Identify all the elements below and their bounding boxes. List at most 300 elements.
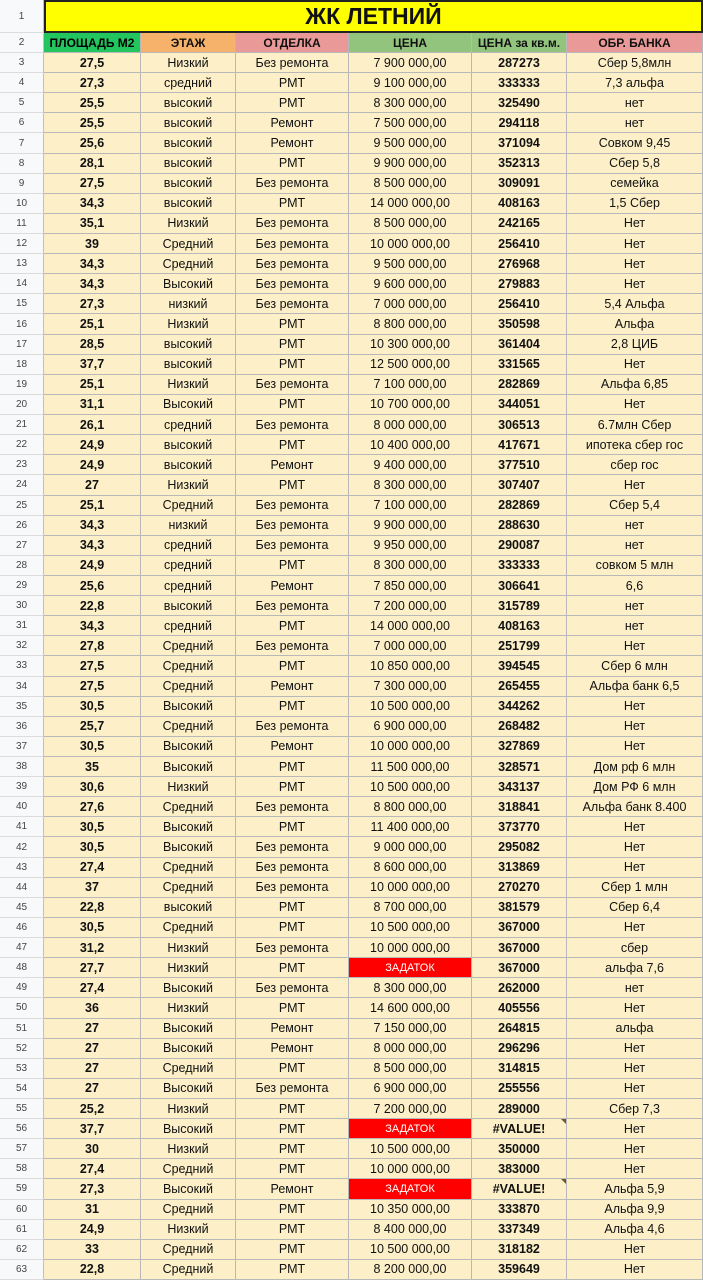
cell-price-per-m2[interactable]: 367000 bbox=[472, 958, 567, 978]
cell-price[interactable]: 14 000 000,00 bbox=[349, 616, 472, 636]
cell-price-per-m2[interactable]: 279883 bbox=[472, 274, 567, 294]
cell-floor[interactable]: Средний bbox=[141, 797, 236, 817]
cell-finish[interactable]: Ремонт bbox=[236, 737, 349, 757]
cell-price[interactable]: 11 400 000,00 bbox=[349, 817, 472, 837]
cell-bank[interactable]: Нет bbox=[567, 1159, 703, 1179]
cell-floor[interactable]: средний bbox=[141, 616, 236, 636]
cell-finish[interactable]: Без ремонта bbox=[236, 978, 349, 998]
cell-price[interactable]: 8 300 000,00 bbox=[349, 93, 472, 113]
cell-price-per-m2[interactable]: 318841 bbox=[472, 797, 567, 817]
cell-area[interactable]: 35,1 bbox=[44, 214, 141, 234]
cell-bank[interactable]: Дом РФ 6 млн bbox=[567, 777, 703, 797]
cell-area[interactable]: 22,8 bbox=[44, 898, 141, 918]
cell-price-per-m2[interactable]: 352313 bbox=[472, 154, 567, 174]
cell-floor[interactable]: Средний bbox=[141, 717, 236, 737]
cell-price-per-m2[interactable]: 318182 bbox=[472, 1240, 567, 1260]
cell-finish[interactable]: РМТ bbox=[236, 435, 349, 455]
cell-bank[interactable]: Нет bbox=[567, 274, 703, 294]
cell-bank[interactable]: Альфа 9,9 bbox=[567, 1200, 703, 1220]
cell-floor[interactable]: низкий bbox=[141, 294, 236, 314]
cell-finish[interactable]: Ремонт bbox=[236, 1019, 349, 1039]
cell-price-per-m2[interactable]: 383000 bbox=[472, 1159, 567, 1179]
row-number[interactable]: 4 bbox=[0, 73, 44, 93]
cell-price[interactable]: 7 200 000,00 bbox=[349, 1099, 472, 1119]
cell-bank[interactable]: нет bbox=[567, 516, 703, 536]
cell-floor[interactable]: Высокий bbox=[141, 1179, 236, 1199]
cell-floor[interactable]: Высокий bbox=[141, 837, 236, 857]
row-number[interactable]: 58 bbox=[0, 1159, 44, 1179]
cell-floor[interactable]: высокий bbox=[141, 113, 236, 133]
cell-finish[interactable]: РМТ bbox=[236, 817, 349, 837]
cell-floor[interactable]: высокий bbox=[141, 455, 236, 475]
cell-price[interactable]: 8 300 000,00 bbox=[349, 475, 472, 495]
cell-price[interactable]: 10 500 000,00 bbox=[349, 1139, 472, 1159]
cell-price-per-m2[interactable]: 288630 bbox=[472, 516, 567, 536]
cell-price[interactable]: 8 700 000,00 bbox=[349, 898, 472, 918]
cell-floor[interactable]: Высокий bbox=[141, 1119, 236, 1139]
cell-price[interactable]: 10 000 000,00 bbox=[349, 737, 472, 757]
cell-bank[interactable]: Нет bbox=[567, 1240, 703, 1260]
cell-area[interactable]: 25,1 bbox=[44, 496, 141, 516]
cell-price[interactable]: 6 900 000,00 bbox=[349, 1079, 472, 1099]
cell-price[interactable]: 9 600 000,00 bbox=[349, 274, 472, 294]
cell-price-per-m2[interactable]: 325490 bbox=[472, 93, 567, 113]
cell-bank[interactable]: Нет bbox=[567, 636, 703, 656]
cell-floor[interactable]: средний bbox=[141, 576, 236, 596]
row-number[interactable]: 39 bbox=[0, 777, 44, 797]
cell-bank[interactable]: Сбер 7,3 bbox=[567, 1099, 703, 1119]
cell-finish[interactable]: РМТ bbox=[236, 918, 349, 938]
cell-price[interactable]: 9 500 000,00 bbox=[349, 133, 472, 153]
cell-price-per-m2[interactable]: 373770 bbox=[472, 817, 567, 837]
cell-bank[interactable]: 5,4 Альфа bbox=[567, 294, 703, 314]
cell-area[interactable]: 35 bbox=[44, 757, 141, 777]
cell-floor[interactable]: Средний bbox=[141, 234, 236, 254]
cell-price-per-m2[interactable]: 371094 bbox=[472, 133, 567, 153]
cell-price[interactable]: 8 000 000,00 bbox=[349, 1039, 472, 1059]
cell-floor[interactable]: Средний bbox=[141, 858, 236, 878]
cell-price-per-m2[interactable]: 307407 bbox=[472, 475, 567, 495]
cell-area[interactable]: 27,4 bbox=[44, 978, 141, 998]
cell-finish[interactable]: Без ремонта bbox=[236, 254, 349, 274]
cell-area[interactable]: 25,5 bbox=[44, 113, 141, 133]
cell-floor[interactable]: Высокий bbox=[141, 274, 236, 294]
cell-price-per-m2[interactable]: 327869 bbox=[472, 737, 567, 757]
cell-price[interactable]: 7 300 000,00 bbox=[349, 677, 472, 697]
cell-area[interactable]: 37,7 bbox=[44, 355, 141, 375]
cell-price[interactable]: 10 400 000,00 bbox=[349, 435, 472, 455]
cell-bank[interactable]: нет bbox=[567, 113, 703, 133]
cell-floor[interactable]: высокий bbox=[141, 898, 236, 918]
row-number[interactable]: 51 bbox=[0, 1019, 44, 1039]
cell-floor[interactable]: высокий bbox=[141, 355, 236, 375]
cell-floor[interactable]: Высокий bbox=[141, 1079, 236, 1099]
cell-area[interactable]: 28,1 bbox=[44, 154, 141, 174]
row-number[interactable]: 55 bbox=[0, 1099, 44, 1119]
cell-price-per-m2[interactable]: 276968 bbox=[472, 254, 567, 274]
cell-bank[interactable]: Сбер 6,4 bbox=[567, 898, 703, 918]
row-number[interactable]: 46 bbox=[0, 918, 44, 938]
row-number[interactable]: 20 bbox=[0, 395, 44, 415]
cell-floor[interactable]: Высокий bbox=[141, 1039, 236, 1059]
cell-price-per-m2[interactable]: 361404 bbox=[472, 335, 567, 355]
cell-price[interactable]: 10 500 000,00 bbox=[349, 1240, 472, 1260]
cell-price[interactable]: 9 000 000,00 bbox=[349, 837, 472, 857]
cell-bank[interactable]: Нет bbox=[567, 717, 703, 737]
cell-price-per-m2[interactable]: 255556 bbox=[472, 1079, 567, 1099]
cell-floor[interactable]: Низкий bbox=[141, 214, 236, 234]
cell-area[interactable]: 27 bbox=[44, 1039, 141, 1059]
cell-area[interactable]: 27,3 bbox=[44, 73, 141, 93]
cell-floor[interactable]: Низкий bbox=[141, 938, 236, 958]
cell-floor[interactable]: высокий bbox=[141, 133, 236, 153]
cell-bank[interactable]: 6,6 bbox=[567, 576, 703, 596]
cell-price-per-m2[interactable]: 262000 bbox=[472, 978, 567, 998]
cell-price-per-m2[interactable]: 256410 bbox=[472, 294, 567, 314]
cell-area[interactable]: 25,6 bbox=[44, 576, 141, 596]
cell-floor[interactable]: Низкий bbox=[141, 53, 236, 73]
cell-area[interactable]: 37,7 bbox=[44, 1119, 141, 1139]
cell-price-per-m2[interactable]: 315789 bbox=[472, 596, 567, 616]
cell-floor[interactable]: средний bbox=[141, 556, 236, 576]
cell-price[interactable]: 10 000 000,00 bbox=[349, 938, 472, 958]
cell-price[interactable]: ЗАДАТОК bbox=[349, 1179, 472, 1199]
cell-price-per-m2[interactable]: 251799 bbox=[472, 636, 567, 656]
cell-finish[interactable]: РМТ bbox=[236, 475, 349, 495]
cell-price-per-m2[interactable]: 367000 bbox=[472, 938, 567, 958]
cell-floor[interactable]: Средний bbox=[141, 677, 236, 697]
cell-finish[interactable]: Без ремонта bbox=[236, 415, 349, 435]
cell-floor[interactable]: Низкий bbox=[141, 475, 236, 495]
cell-bank[interactable]: нет bbox=[567, 536, 703, 556]
cell-price-per-m2[interactable]: 343137 bbox=[472, 777, 567, 797]
cell-finish[interactable]: Без ремонта bbox=[236, 294, 349, 314]
row-number[interactable]: 13 bbox=[0, 254, 44, 274]
cell-bank[interactable]: Нет bbox=[567, 737, 703, 757]
row-number[interactable]: 28 bbox=[0, 556, 44, 576]
cell-floor[interactable]: Низкий bbox=[141, 1220, 236, 1240]
row-number[interactable]: 43 bbox=[0, 858, 44, 878]
cell-finish[interactable]: РМТ bbox=[236, 93, 349, 113]
cell-area[interactable]: 24,9 bbox=[44, 556, 141, 576]
cell-area[interactable]: 30,5 bbox=[44, 737, 141, 757]
cell-finish[interactable]: Без ремонта bbox=[236, 636, 349, 656]
cell-bank[interactable]: Сбер 5,8 bbox=[567, 154, 703, 174]
cell-finish[interactable]: Ремонт bbox=[236, 677, 349, 697]
cell-bank[interactable]: сбер bbox=[567, 938, 703, 958]
cell-finish[interactable]: РМТ bbox=[236, 656, 349, 676]
cell-floor[interactable]: Высокий bbox=[141, 395, 236, 415]
cell-finish[interactable]: РМТ bbox=[236, 194, 349, 214]
cell-floor[interactable]: Низкий bbox=[141, 998, 236, 1018]
cell-area[interactable]: 27,7 bbox=[44, 958, 141, 978]
cell-area[interactable]: 27 bbox=[44, 1019, 141, 1039]
cell-price-per-m2[interactable]: 296296 bbox=[472, 1039, 567, 1059]
cell-price-per-m2[interactable]: 265455 bbox=[472, 677, 567, 697]
cell-bank[interactable]: Нет bbox=[567, 234, 703, 254]
cell-price-per-m2[interactable]: 381579 bbox=[472, 898, 567, 918]
cell-price-per-m2[interactable]: 408163 bbox=[472, 616, 567, 636]
cell-price-per-m2[interactable]: 328571 bbox=[472, 757, 567, 777]
cell-area[interactable]: 25,2 bbox=[44, 1099, 141, 1119]
cell-finish[interactable]: РМТ bbox=[236, 1220, 349, 1240]
cell-price[interactable]: 8 800 000,00 bbox=[349, 797, 472, 817]
cell-price[interactable]: 10 000 000,00 bbox=[349, 1159, 472, 1179]
cell-finish[interactable]: Без ремонта bbox=[236, 53, 349, 73]
cell-price-per-m2[interactable]: 333870 bbox=[472, 1200, 567, 1220]
cell-price-per-m2[interactable]: 309091 bbox=[472, 174, 567, 194]
cell-area[interactable]: 25,1 bbox=[44, 314, 141, 334]
cell-floor[interactable]: Средний bbox=[141, 1200, 236, 1220]
cell-floor[interactable]: Высокий bbox=[141, 757, 236, 777]
cell-price-per-m2[interactable]: 290087 bbox=[472, 536, 567, 556]
cell-floor[interactable]: Высокий bbox=[141, 817, 236, 837]
cell-finish[interactable]: РМТ bbox=[236, 757, 349, 777]
cell-finish[interactable]: РМТ bbox=[236, 898, 349, 918]
cell-price-per-m2[interactable]: 344051 bbox=[472, 395, 567, 415]
cell-price-per-m2[interactable]: 313869 bbox=[472, 858, 567, 878]
cell-area[interactable]: 34,3 bbox=[44, 516, 141, 536]
cell-bank[interactable]: Сбер 1 млн bbox=[567, 878, 703, 898]
header-price-per-m2[interactable]: ЦЕНА за кв.м. bbox=[472, 33, 567, 53]
cell-finish[interactable]: Ремонт bbox=[236, 576, 349, 596]
cell-price[interactable]: 8 800 000,00 bbox=[349, 314, 472, 334]
cell-bank[interactable]: Нет bbox=[567, 254, 703, 274]
cell-area[interactable]: 27 bbox=[44, 1059, 141, 1079]
cell-price[interactable]: 7 500 000,00 bbox=[349, 113, 472, 133]
row-number[interactable]: 31 bbox=[0, 616, 44, 636]
cell-price-per-m2[interactable]: 294118 bbox=[472, 113, 567, 133]
row-number[interactable]: 25 bbox=[0, 496, 44, 516]
header-finish[interactable]: ОТДЕЛКА bbox=[236, 33, 349, 53]
cell-price[interactable]: ЗАДАТОК bbox=[349, 1119, 472, 1139]
cell-area[interactable]: 27,4 bbox=[44, 858, 141, 878]
cell-price[interactable]: 10 700 000,00 bbox=[349, 395, 472, 415]
cell-floor[interactable]: Средний bbox=[141, 1240, 236, 1260]
row-number[interactable]: 63 bbox=[0, 1260, 44, 1280]
cell-area[interactable]: 25,7 bbox=[44, 717, 141, 737]
row-number[interactable]: 16 bbox=[0, 314, 44, 334]
cell-floor[interactable]: средний bbox=[141, 73, 236, 93]
cell-bank[interactable]: Сбер 5,4 bbox=[567, 496, 703, 516]
cell-bank[interactable]: Нет bbox=[567, 1059, 703, 1079]
row-number[interactable]: 34 bbox=[0, 677, 44, 697]
cell-price-per-m2[interactable]: 417671 bbox=[472, 435, 567, 455]
cell-area[interactable]: 30 bbox=[44, 1139, 141, 1159]
cell-price-per-m2[interactable]: 268482 bbox=[472, 717, 567, 737]
row-number[interactable]: 54 bbox=[0, 1079, 44, 1099]
cell-price-per-m2[interactable]: 333333 bbox=[472, 556, 567, 576]
cell-price-per-m2[interactable]: 377510 bbox=[472, 455, 567, 475]
cell-area[interactable]: 27,3 bbox=[44, 294, 141, 314]
cell-bank[interactable]: Нет bbox=[567, 858, 703, 878]
cell-price[interactable]: 9 500 000,00 bbox=[349, 254, 472, 274]
cell-price-per-m2[interactable]: 359649 bbox=[472, 1260, 567, 1280]
row-number[interactable]: 19 bbox=[0, 375, 44, 395]
cell-finish[interactable]: РМТ bbox=[236, 697, 349, 717]
row-number[interactable]: 47 bbox=[0, 938, 44, 958]
cell-price[interactable]: 14 600 000,00 bbox=[349, 998, 472, 1018]
cell-bank[interactable]: совком 5 млн bbox=[567, 556, 703, 576]
row-number[interactable]: 42 bbox=[0, 837, 44, 857]
cell-price-per-m2[interactable]: 242165 bbox=[472, 214, 567, 234]
cell-area[interactable]: 36 bbox=[44, 998, 141, 1018]
row-number[interactable]: 27 bbox=[0, 536, 44, 556]
cell-finish[interactable]: Без ремонта bbox=[236, 274, 349, 294]
row-number[interactable]: 15 bbox=[0, 294, 44, 314]
cell-price[interactable]: 8 200 000,00 bbox=[349, 1260, 472, 1280]
cell-price-per-m2[interactable]: 264815 bbox=[472, 1019, 567, 1039]
row-number[interactable]: 7 bbox=[0, 133, 44, 153]
cell-bank[interactable]: Нет bbox=[567, 1139, 703, 1159]
cell-finish[interactable]: Без ремонта bbox=[236, 174, 349, 194]
row-number[interactable]: 30 bbox=[0, 596, 44, 616]
cell-finish[interactable]: РМТ bbox=[236, 355, 349, 375]
cell-price[interactable]: 7 000 000,00 bbox=[349, 636, 472, 656]
cell-floor[interactable]: Средний bbox=[141, 918, 236, 938]
cell-area[interactable]: 30,6 bbox=[44, 777, 141, 797]
cell-bank[interactable]: семейка bbox=[567, 174, 703, 194]
cell-price-per-m2[interactable]: 282869 bbox=[472, 375, 567, 395]
row-number[interactable]: 22 bbox=[0, 435, 44, 455]
cell-bank[interactable]: Сбер 5,8млн bbox=[567, 53, 703, 73]
cell-finish[interactable]: РМТ bbox=[236, 556, 349, 576]
cell-finish[interactable]: Без ремонта bbox=[236, 496, 349, 516]
cell-bank[interactable]: Нет bbox=[567, 355, 703, 375]
cell-floor[interactable]: Средний bbox=[141, 1159, 236, 1179]
cell-floor[interactable]: средний bbox=[141, 536, 236, 556]
cell-price[interactable]: 10 000 000,00 bbox=[349, 234, 472, 254]
cell-area[interactable]: 28,5 bbox=[44, 335, 141, 355]
row-number[interactable]: 41 bbox=[0, 817, 44, 837]
cell-area[interactable]: 24,9 bbox=[44, 435, 141, 455]
cell-area[interactable]: 27,5 bbox=[44, 53, 141, 73]
cell-floor[interactable]: Средний bbox=[141, 656, 236, 676]
cell-floor[interactable]: Высокий bbox=[141, 737, 236, 757]
cell-area[interactable]: 34,3 bbox=[44, 274, 141, 294]
cell-floor[interactable]: Низкий bbox=[141, 375, 236, 395]
cell-bank[interactable]: ипотека сбер гос bbox=[567, 435, 703, 455]
cell-bank[interactable]: нет bbox=[567, 978, 703, 998]
cell-area[interactable]: 30,5 bbox=[44, 817, 141, 837]
cell-price-per-m2[interactable]: 306641 bbox=[472, 576, 567, 596]
cell-floor[interactable]: Средний bbox=[141, 636, 236, 656]
cell-area[interactable]: 39 bbox=[44, 234, 141, 254]
row-number[interactable]: 44 bbox=[0, 878, 44, 898]
cell-price-per-m2[interactable]: 306513 bbox=[472, 415, 567, 435]
cell-finish[interactable]: РМТ bbox=[236, 777, 349, 797]
cell-floor[interactable]: Низкий bbox=[141, 958, 236, 978]
row-number[interactable]: 2 bbox=[0, 33, 44, 53]
row-number[interactable]: 8 bbox=[0, 154, 44, 174]
cell-area[interactable]: 33 bbox=[44, 1240, 141, 1260]
cell-floor[interactable]: Высокий bbox=[141, 697, 236, 717]
cell-price[interactable]: 8 400 000,00 bbox=[349, 1220, 472, 1240]
header-price[interactable]: ЦЕНА bbox=[349, 33, 472, 53]
row-number[interactable]: 50 bbox=[0, 998, 44, 1018]
cell-finish[interactable]: РМТ bbox=[236, 1240, 349, 1260]
cell-price[interactable]: 7 100 000,00 bbox=[349, 496, 472, 516]
cell-area[interactable]: 22,8 bbox=[44, 1260, 141, 1280]
cell-area[interactable]: 27,5 bbox=[44, 677, 141, 697]
cell-floor[interactable]: Средний bbox=[141, 878, 236, 898]
cell-bank[interactable]: Альфа 5,9 bbox=[567, 1179, 703, 1199]
cell-finish[interactable]: РМТ bbox=[236, 1099, 349, 1119]
cell-price[interactable]: 8 500 000,00 bbox=[349, 174, 472, 194]
row-number[interactable]: 57 bbox=[0, 1139, 44, 1159]
cell-area[interactable]: 34,3 bbox=[44, 194, 141, 214]
cell-price[interactable]: 9 900 000,00 bbox=[349, 516, 472, 536]
cell-bank[interactable]: Совком 9,45 bbox=[567, 133, 703, 153]
cell-bank[interactable]: Нет bbox=[567, 1039, 703, 1059]
cell-area[interactable]: 34,3 bbox=[44, 536, 141, 556]
cell-finish[interactable]: Без ремонта bbox=[236, 596, 349, 616]
cell-bank[interactable]: Альфа банк 6,5 bbox=[567, 677, 703, 697]
cell-bank[interactable]: Нет bbox=[567, 998, 703, 1018]
cell-floor[interactable]: Низкий bbox=[141, 314, 236, 334]
row-number[interactable]: 61 bbox=[0, 1220, 44, 1240]
row-number[interactable]: 53 bbox=[0, 1059, 44, 1079]
row-number[interactable]: 49 bbox=[0, 978, 44, 998]
cell-price[interactable]: 10 500 000,00 bbox=[349, 918, 472, 938]
cell-floor[interactable]: Высокий bbox=[141, 1019, 236, 1039]
cell-area[interactable]: 30,5 bbox=[44, 697, 141, 717]
cell-finish[interactable]: Без ремонта bbox=[236, 717, 349, 737]
row-number[interactable]: 5 bbox=[0, 93, 44, 113]
header-floor[interactable]: ЭТАЖ bbox=[141, 33, 236, 53]
cell-area[interactable]: 25,5 bbox=[44, 93, 141, 113]
cell-bank[interactable]: Нет bbox=[567, 837, 703, 857]
cell-price-per-m2[interactable]: 314815 bbox=[472, 1059, 567, 1079]
cell-price[interactable]: 12 500 000,00 bbox=[349, 355, 472, 375]
cell-floor[interactable]: высокий bbox=[141, 335, 236, 355]
cell-floor[interactable]: Средний bbox=[141, 1059, 236, 1079]
cell-finish[interactable]: РМТ bbox=[236, 958, 349, 978]
row-number[interactable]: 14 bbox=[0, 274, 44, 294]
cell-bank[interactable]: 7,3 альфа bbox=[567, 73, 703, 93]
cell-price[interactable]: 9 950 000,00 bbox=[349, 536, 472, 556]
cell-floor[interactable]: высокий bbox=[141, 93, 236, 113]
row-number[interactable]: 33 bbox=[0, 656, 44, 676]
cell-area[interactable]: 27,3 bbox=[44, 1179, 141, 1199]
cell-finish[interactable]: РМТ bbox=[236, 395, 349, 415]
cell-price[interactable]: 10 500 000,00 bbox=[349, 777, 472, 797]
row-number[interactable]: 56 bbox=[0, 1119, 44, 1139]
cell-area[interactable]: 26,1 bbox=[44, 415, 141, 435]
cell-floor[interactable]: средний bbox=[141, 415, 236, 435]
cell-bank[interactable]: Дом рф 6 млн bbox=[567, 757, 703, 777]
cell-price-per-m2[interactable]: 337349 bbox=[472, 1220, 567, 1240]
cell-price[interactable]: 10 850 000,00 bbox=[349, 656, 472, 676]
cell-area[interactable]: 27,5 bbox=[44, 656, 141, 676]
cell-floor[interactable]: высокий bbox=[141, 154, 236, 174]
cell-price[interactable]: 8 500 000,00 bbox=[349, 214, 472, 234]
cell-price-per-m2[interactable]: 256410 bbox=[472, 234, 567, 254]
row-number[interactable]: 52 bbox=[0, 1039, 44, 1059]
cell-price[interactable]: 8 300 000,00 bbox=[349, 556, 472, 576]
cell-area[interactable]: 27 bbox=[44, 475, 141, 495]
cell-area[interactable]: 22,8 bbox=[44, 596, 141, 616]
cell-price[interactable]: 6 900 000,00 bbox=[349, 717, 472, 737]
cell-price[interactable]: 9 400 000,00 bbox=[349, 455, 472, 475]
row-number[interactable]: 6 bbox=[0, 113, 44, 133]
cell-finish[interactable]: РМТ bbox=[236, 335, 349, 355]
cell-bank[interactable]: Сбер 6 млн bbox=[567, 656, 703, 676]
cell-floor[interactable]: высокий bbox=[141, 435, 236, 455]
cell-finish[interactable]: Ремонт bbox=[236, 133, 349, 153]
cell-area[interactable]: 34,3 bbox=[44, 616, 141, 636]
row-number[interactable]: 29 bbox=[0, 576, 44, 596]
